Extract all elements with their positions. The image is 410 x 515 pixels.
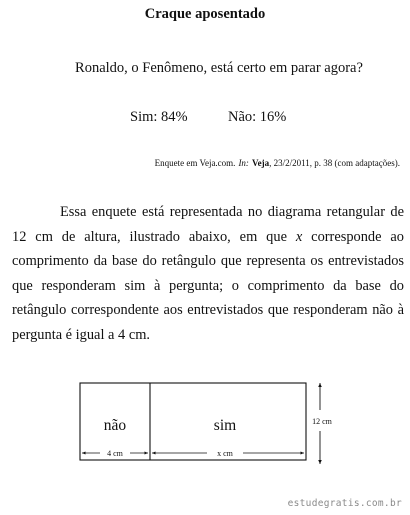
dim-label-height: 12 cm — [312, 417, 332, 426]
label-nao: não — [103, 417, 127, 434]
paragraph-part1: Essa enquete está representada no diagrama retangular de 12 cm de altura, ilustrado abaixo, em que — [12, 204, 404, 245]
dim-label-sim: x cm — [217, 449, 233, 458]
rectangle-diagram — [0, 374, 410, 474]
paragraph-variable: x — [295, 228, 303, 245]
source-publication: Veja — [251, 158, 270, 168]
paragraph-part2: corresponde ao comprimento da base do retângulo que representa os entrevistados que responderam sim à pergunta; o comprimento da base do retângulo correspondente aos entrevistados que responderam não à pergunta é igual a 4 cm. — [12, 228, 404, 343]
problem-paragraph — [12, 200, 404, 348]
document-title: Craque aposentado — [144, 6, 266, 22]
result-sim: Sim: 84% — [130, 109, 188, 125]
poll-question: Ronaldo, o Fenômeno, está certo em parar agora? — [75, 60, 363, 76]
result-nao: Não: 16% — [228, 109, 287, 125]
label-sim: sim — [213, 417, 237, 434]
source-rest: , 23/2/2011, p. 38 (com adaptações). — [269, 158, 400, 168]
source-in: In: — [238, 158, 249, 168]
source-prefix: Enquete em Veja.com. — [154, 158, 236, 168]
source-citation — [155, 158, 400, 168]
poll-results — [130, 109, 286, 126]
watermark: estudegratis.com.br — [287, 498, 402, 509]
dim-label-nao: 4 cm — [107, 449, 123, 458]
